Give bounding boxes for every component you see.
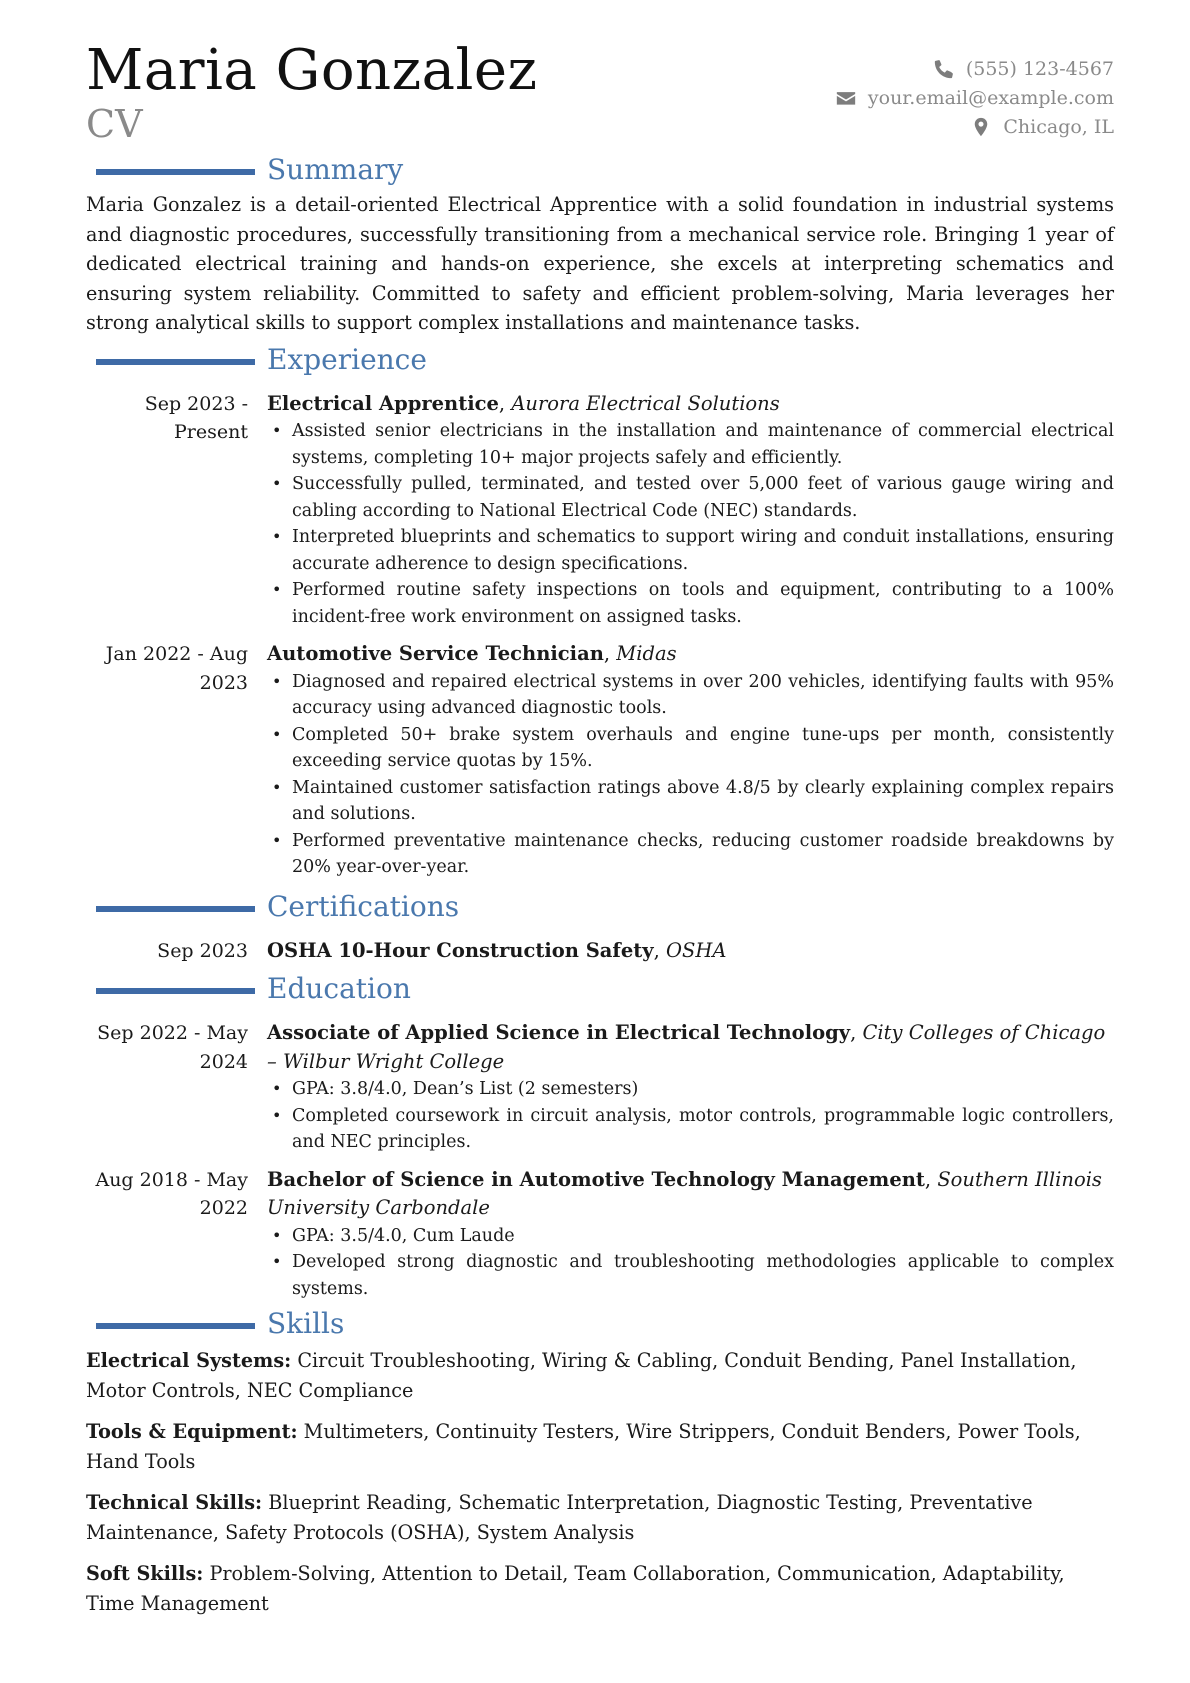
entry-org: Aurora Electrical Solutions	[511, 391, 780, 415]
experience-entry	[86, 640, 1114, 881]
document-subtitle: CV	[86, 102, 143, 146]
list-item: • GPA: 3.8/4.0, Dean’s List (2 semesters)	[292, 1076, 1114, 1103]
cv-header	[86, 40, 1114, 150]
list-item: • Successfully pulled, terminated, and tested over 5,000 feet of various gauge wiring and cabling according to National Electrical Code (NEC) standards.	[292, 471, 1114, 524]
cv-page	[86, 40, 1114, 1630]
education-entry	[86, 1019, 1114, 1156]
list-item: • Interpreted blueprints and schematics to support wiring and conduit installations, ensuring accurate adherence to design specifications.	[292, 524, 1114, 577]
phone-icon	[934, 59, 954, 79]
section-accent-bar	[96, 359, 255, 365]
contact-info	[836, 54, 1114, 141]
section-title: Certifications	[267, 889, 460, 923]
skill-category: Soft Skills:	[86, 1562, 204, 1586]
entry-heading: Electrical Apprentice, Aurora Electrical Solutions	[267, 391, 780, 415]
entry-bullets	[267, 1223, 1114, 1303]
section-accent-bar	[96, 169, 255, 175]
skill-items: Multimeters, Continuity Testers, Wire Strippers, Conduit Benders, Power Tools, Hand Tools	[86, 1420, 1081, 1473]
section-summary-heading	[86, 154, 1114, 190]
contact-email[interactable]	[836, 83, 1114, 112]
location-text: Chicago, IL	[1003, 115, 1114, 138]
skill-category: Electrical Systems:	[86, 1349, 292, 1373]
section-accent-bar	[96, 988, 255, 994]
entry-date: Sep 2022 - May 2024	[97, 1022, 248, 1073]
skill-category: Tools & Equipment:	[86, 1420, 298, 1444]
list-item: • Completed coursework in circuit analysis, motor controls, programmable logic controllers, and NEC principles.	[292, 1103, 1114, 1156]
contact-location	[836, 112, 1114, 141]
entry-heading: Associate of Applied Science in Electrical Technology, City Colleges of Chicago – Wilbur Wright College	[267, 1021, 1106, 1073]
skill-items: Problem-Solving, Attention to Detail, Team Collaboration, Communication, Adaptability, Time Management	[86, 1562, 1065, 1615]
entry-heading: Bachelor of Science in Automotive Technology Management, Southern Illinois University Carbondale	[267, 1167, 1102, 1220]
list-item: • Diagnosed and repaired electrical systems in over 200 vehicles, identifying faults with 95% accuracy using advanced diagnostic tools.	[292, 669, 1114, 722]
section-title: Experience	[267, 342, 427, 376]
entry-date: Jan 2022 - Aug 2023	[105, 643, 248, 694]
list-item: • Maintained customer satisfaction ratings above 4.8/5 by clearly explaining complex repairs and solutions.	[292, 775, 1114, 828]
entry-org: OSHA	[665, 938, 727, 962]
entry-heading: OSHA 10-Hour Construction Safety, OSHA	[267, 938, 727, 962]
section-title: Skills	[267, 1307, 345, 1341]
list-item: • Developed strong diagnostic and troubleshooting methodologies applicable to complex systems.	[292, 1249, 1114, 1302]
list-item: • GPA: 3.5/4.0, Cum Laude	[292, 1223, 1114, 1250]
list-item: • Completed 50+ brake system overhauls and engine tune-ups per month, consistently exceeding service quotas by 15%.	[292, 722, 1114, 775]
entry-org: City Colleges of Chicago – Wilbur Wright College	[267, 1021, 1106, 1073]
entry-org: Southern Illinois University Carbondale	[267, 1167, 1102, 1220]
skills-list	[86, 1346, 1114, 1618]
skill-category: Technical Skills:	[86, 1491, 263, 1515]
list-item: • Performed preventative maintenance checks, reducing customer roadside breakdowns by 20% year-over-year.	[292, 828, 1114, 881]
entry-bullets	[267, 669, 1114, 881]
map-pin-icon	[971, 117, 991, 137]
entry-heading: Automotive Service Technician, Midas	[267, 642, 677, 666]
section-title: Education	[267, 972, 411, 1006]
section-experience-heading	[86, 344, 1114, 380]
entry-role: Bachelor of Science in Automotive Technology Management	[267, 1167, 925, 1191]
entry-bullets	[267, 1076, 1114, 1156]
section-certifications-heading	[86, 891, 1114, 927]
skill-items: Blueprint Reading, Schematic Interpretation, Diagnostic Testing, Preventative Maintenance, Safety Protocols (OSHA), System Analysis	[86, 1491, 1033, 1544]
contact-phone	[836, 54, 1114, 83]
section-accent-bar	[96, 906, 255, 912]
education-entry	[86, 1166, 1114, 1303]
skill-row	[86, 1559, 1114, 1618]
email-text[interactable]: your.email@example.com	[867, 86, 1114, 109]
section-education-heading	[86, 973, 1114, 1009]
skill-row	[86, 1417, 1114, 1476]
skill-row	[86, 1346, 1114, 1405]
entry-date: Sep 2023 - Present	[144, 392, 248, 444]
entry-role: Associate of Applied Science in Electrical Technology	[267, 1021, 851, 1045]
entry-org: Midas	[616, 642, 677, 666]
entry-date: Sep 2023	[157, 939, 248, 962]
envelope-icon	[836, 88, 856, 108]
list-item: • Assisted senior electricians in the installation and maintenance of commercial electrical systems, completing 10+ major projects safely and efficiently.	[292, 418, 1114, 471]
entry-date: Aug 2018 - May 2022	[95, 1168, 248, 1220]
certification-entry	[86, 937, 1114, 966]
entry-bullets	[267, 418, 1114, 630]
entry-role: Automotive Service Technician	[267, 642, 604, 666]
skill-items: Circuit Troubleshooting, Wiring & Cabling, Conduit Bending, Panel Installation, Motor Controls, NEC Compliance	[86, 1349, 1077, 1402]
section-title: Summary	[267, 153, 404, 186]
list-item: • Performed routine safety inspections on tools and equipment, contributing to a 100% incident-free work environment on assigned tasks.	[292, 577, 1114, 630]
phone-text: (555) 123-4567	[965, 57, 1114, 80]
person-name: Maria Gonzalez	[86, 38, 538, 103]
section-accent-bar	[96, 1323, 255, 1329]
summary-text: Maria Gonzalez is a detail-oriented Electrical Apprentice with a solid foundation in industrial systems and diagnostic procedures, successfully transitioning from a mechanical service role. Bringing 1 year of dedicated electrical training and hands-on experience, she excels at interpreting schematics and ensuring system reliability. Committed to safety and efficient problem-solving, Maria leverages her strong analytical skills to support complex installations and maintenance tasks.	[86, 193, 1114, 335]
experience-entry	[86, 390, 1114, 631]
skill-row	[86, 1488, 1114, 1547]
entry-role: Electrical Apprentice	[267, 391, 499, 415]
entry-role: OSHA 10-Hour Construction Safety	[267, 938, 654, 962]
section-skills-heading	[86, 1308, 1114, 1344]
